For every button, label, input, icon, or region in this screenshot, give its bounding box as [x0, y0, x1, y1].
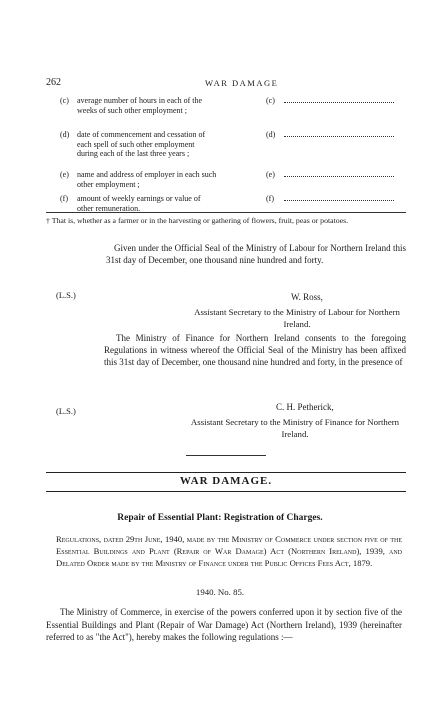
signatory-title: Assistant Secretary to the Ministry of Finance for Northern Ireland. [190, 417, 400, 439]
signatory-name: C. H. Petherick, [276, 402, 334, 412]
signatory-title: Assistant Secretary to the Ministry of Labour for Northern Ireland. [194, 307, 400, 329]
separator-rule [186, 455, 266, 456]
regulations-title: Regulations, dated 29th June, 1940, made by the Ministry of Commerce under section five of the Essential Buildings and Plant (Repair of War Damage) Act (Northern Ireland), 1939, and Delated Order made by the Ministry of Finance under the Public Offices Fees Act, 1879. [56, 534, 402, 568]
signatory-name: W. Ross, [291, 292, 323, 302]
footnote-rule [46, 212, 406, 213]
seal-mark: (L.S.) [56, 290, 76, 300]
given-under-paragraph: Given under the Official Seal of the Ministry of Labour for Northern Ireland this 31st day of December, one thousand nine hundred and forty. [106, 243, 406, 265]
section-heading: WAR DAMAGE. [179, 475, 273, 487]
item-number: (e) [60, 170, 69, 179]
item-text: date of commencement and cessation of each spell of such other employment during each of the last three years ; [77, 130, 206, 159]
answer-number: (e) [266, 170, 275, 179]
subheading: Repair of Essential Plant: Registration of Charges. [117, 513, 323, 523]
seal-mark: (L.S.) [56, 406, 76, 416]
item-number: (f) [60, 194, 68, 203]
answer-line [284, 176, 394, 177]
answer-number: (c) [266, 96, 275, 105]
body-paragraph: The Ministry of Commerce, in exercise of the powers conferred upon it by section five of the Essential Buildings and Plant (Repair of War Damage) Act (Northern Ireland), 1939 (hereinafter referred to as "the Act"), hereby makes the following regulations :— [46, 607, 402, 642]
answer-number: (f) [266, 194, 274, 203]
page-number: 262 [46, 77, 61, 88]
running-title: WAR DAMAGE [205, 78, 279, 88]
section-heading-box [46, 472, 406, 492]
item-number: (c) [60, 96, 69, 105]
answer-number: (d) [266, 130, 276, 139]
item-text: average number of hours in each of the weeks of such other employment ; [77, 96, 203, 115]
answer-line [284, 200, 394, 201]
footnote: † That is, whether as a farmer or in the harvesting or gathering of flowers, fruit, peas or potatoes. [46, 216, 349, 225]
sr-number: 1940. No. 85. [195, 587, 245, 597]
answer-line [284, 102, 394, 103]
item-text: amount of weekly earnings or value of other remuneration. [77, 194, 201, 213]
item-number: (d) [60, 130, 70, 139]
item-text: name and address of employer in each such other employment ; [77, 170, 217, 189]
answer-line [284, 136, 394, 137]
consent-paragraph: The Ministry of Finance for Northern Ireland consents to the foregoing Regulations in witness whereof the Official Seal of the Ministry has been affixed this 31st day of December, one thousand nine hundred and forty, in the presence of [104, 333, 406, 367]
